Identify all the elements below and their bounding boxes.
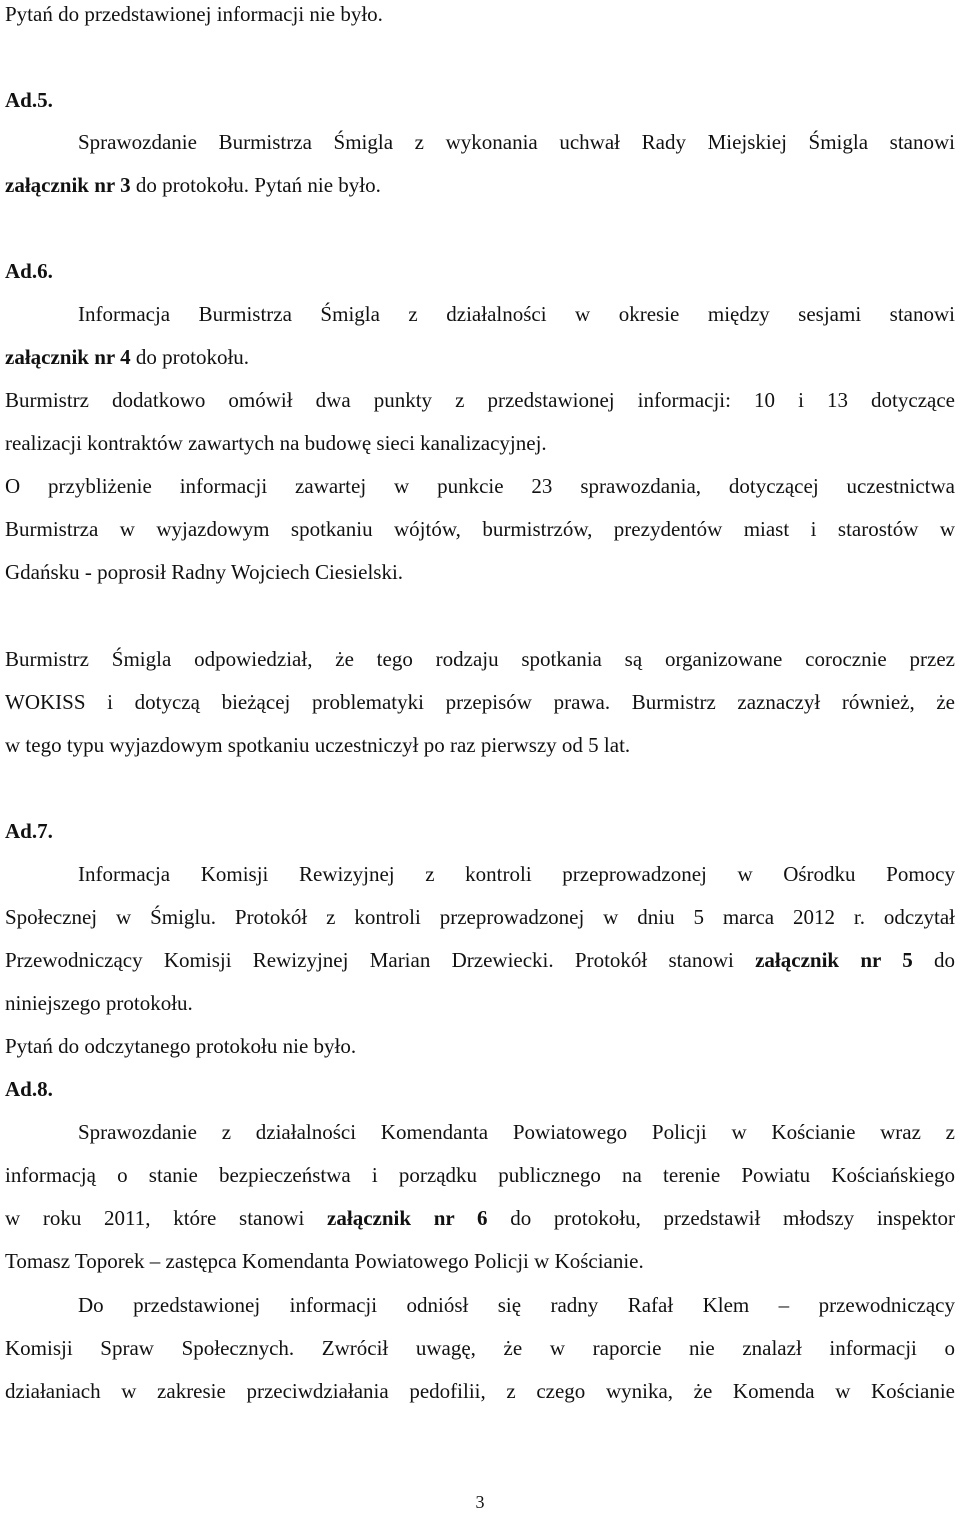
text-span: do xyxy=(912,948,955,972)
ad6-line-6: Burmistrza w wyjazdowym spotkaniu wójtów, burmistrzów, prezydentów miast i starostów w xyxy=(5,517,955,541)
attachment-ref: załącznik nr 3 xyxy=(5,173,131,197)
attachment-ref: załącznik nr 6 xyxy=(327,1206,488,1230)
ad5-line-2 xyxy=(5,171,381,199)
ad6-line-1: Informacja Burmistrza Śmigla z działalności w okresie między sesjami stanowi xyxy=(78,302,955,326)
text-span: do protokołu. Pytań nie było. xyxy=(130,173,381,197)
ad6-line-7: Gdańsku - poprosił Radny Wojciech Ciesielski. xyxy=(5,560,404,584)
ad6-line-3: Burmistrz dodatkowo omówił dwa punkty z przedstawionej informacji: 10 i 13 dotyczące xyxy=(5,388,955,412)
ad8-line-2: informacją o stanie bezpieczeństwa i porządku publicznego na terenie Powiatu Kościańskiego xyxy=(5,1163,955,1187)
attachment-ref: załącznik nr 4 xyxy=(5,345,131,369)
text-span: Przewodniczący Komisji Rewizyjnej Marian Drzewiecki. Protokół stanowi xyxy=(5,948,756,972)
ad8-line-1: Sprawozdanie z działalności Komendanta Powiatowego Policji w Kościanie wraz z xyxy=(78,1120,955,1144)
text-span: do protokołu. xyxy=(130,345,250,369)
ad7-line-1: Informacja Komisji Rewizyjnej z kontroli przeprowadzonej w Ośrodku Pomocy xyxy=(78,862,955,886)
ad8-line-6: Komisji Spraw Społecznych. Zwrócił uwagę, że w raporcie nie znalazł informacji o xyxy=(5,1336,955,1360)
ad7-line-2: Społecznej w Śmiglu. Protokół z kontroli przeprowadzonej w dniu 5 marca 2012 r. odczytał xyxy=(5,905,955,929)
ad6-line-5: O przybliżenie informacji zawartej w punkcie 23 sprawozdania, dotyczącej uczestnictwa xyxy=(5,474,955,498)
text-line: Pytań do przedstawionej informacji nie było. xyxy=(5,2,383,26)
section-heading-ad8: Ad.8. xyxy=(5,1077,53,1101)
ad7-line-5: Pytań do odczytanego protokołu nie było. xyxy=(5,1034,357,1058)
ad6-line-8: Burmistrz Śmigla odpowiedział, że tego rodzaju spotkania są organizowane corocznie przez xyxy=(5,647,955,671)
ad5-line-1: Sprawozdanie Burmistrza Śmigla z wykonania uchwał Rady Miejskiej Śmigla stanowi xyxy=(78,130,955,154)
section-heading-ad6: Ad.6. xyxy=(5,259,53,283)
ad7-line-3 xyxy=(5,946,955,974)
ad8-line-5: Do przedstawionej informacji odniósł się radny Rafał Klem – przewodniczący xyxy=(78,1293,955,1317)
ad8-line-7: działaniach w zakresie przeciwdziałania pedofilii, z czego wynika, że Komenda w Kościanie xyxy=(5,1379,955,1403)
ad6-line-2 xyxy=(5,343,249,371)
page-number: 3 xyxy=(475,1492,485,1512)
ad6-line-9: WOKISS i dotyczą bieżącej problematyki przepisów prawa. Burmistrz zaznaczył również, że xyxy=(5,690,955,714)
section-heading-ad7: Ad.7. xyxy=(5,819,53,843)
section-heading-ad5: Ad.5. xyxy=(5,88,53,112)
text-span: do protokołu, przedstawił młodszy inspektor xyxy=(487,1206,955,1230)
ad6-line-4: realizacji kontraktów zawartych na budowę sieci kanalizacyjnej. xyxy=(5,431,547,455)
ad6-line-10: w tego typu wyjazdowym spotkaniu uczestniczył po raz pierwszy od 5 lat. xyxy=(5,733,631,757)
attachment-ref: załącznik nr 5 xyxy=(755,948,913,972)
text-span: w roku 2011, które stanowi xyxy=(5,1206,328,1230)
ad8-line-3 xyxy=(5,1204,955,1232)
ad7-line-4: niniejszego protokołu. xyxy=(5,991,193,1015)
ad8-line-4: Tomasz Toporek – zastępca Komendanta Powiatowego Policji w Kościanie. xyxy=(5,1249,644,1273)
